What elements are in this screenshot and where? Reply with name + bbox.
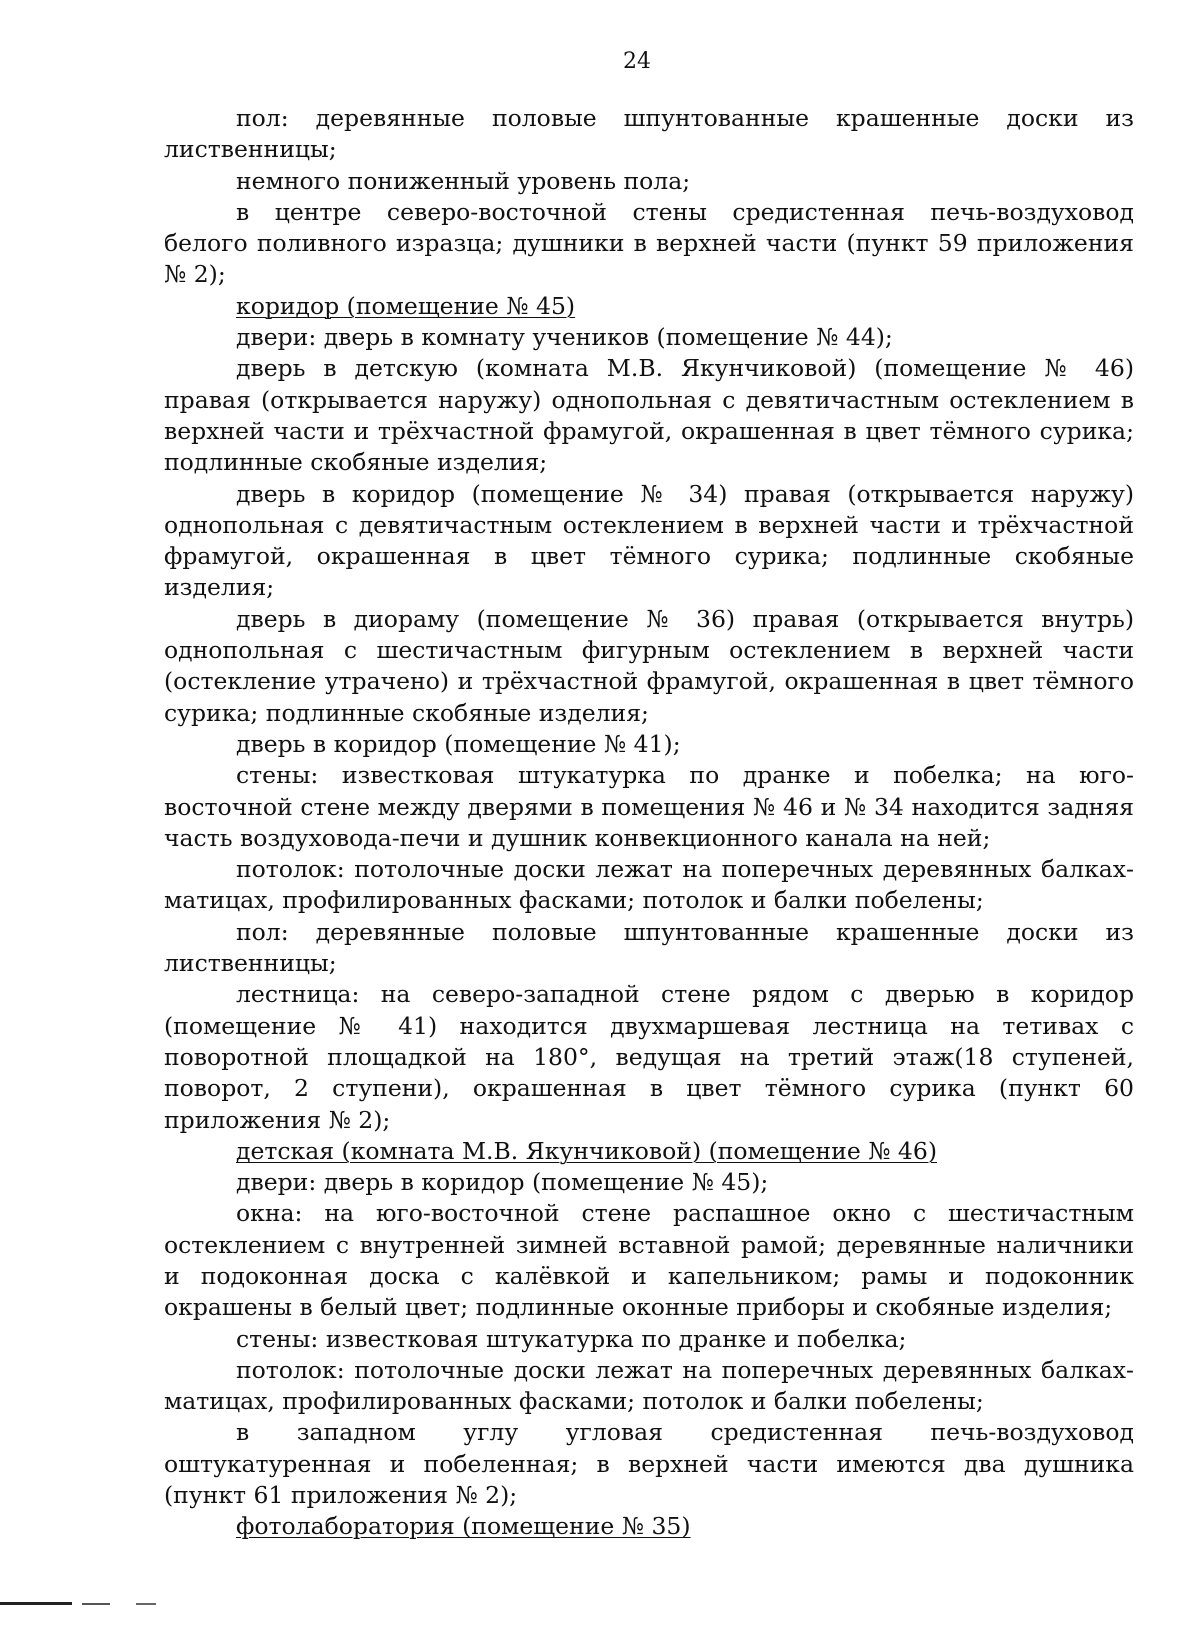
paragraph-doors: двери: дверь в комнату учеников (помещение № 44); bbox=[236, 323, 893, 352]
paragraph-ceiling: потолок: потолочные доски лежат на поперечных деревянных балках-матицах, профилированных фасками; потолок и балки побелены; bbox=[164, 855, 1134, 915]
page-number: 24 bbox=[623, 49, 651, 74]
paragraph-door-corridor-34: дверь в коридор (помещение № 34) правая (открывается наружу) однопольная с девятичастным остеклением в верхней части и трёхчастной фрамугой, окрашенная в цвет тёмного сурика; подлинные скобяные изделия; bbox=[164, 479, 1134, 602]
section-heading-corridor-45: коридор (помещение № 45) bbox=[236, 291, 576, 320]
paragraph-stove: в центре северо-восточной стены средистенная печь-воздуховод белого поливного изразца; душники в верхней части (пункт 59 приложения № 2); bbox=[164, 197, 1134, 289]
paragraph-staircase: лестница: на северо-западной стене рядом с дверью в коридор (помещение № 41) находится двухмаршевая лестница на тетивах с поворотной площадкой на 180°, ведущая на третий этаж(18 ступеней, поворот, 2 ступени), окрашенная в цвет тёмного сурика (пункт 60 приложения № 2); bbox=[164, 980, 1134, 1134]
scan-edge-mark bbox=[82, 1603, 110, 1605]
paragraph-floor-level: немного пониженный уровень пола; bbox=[236, 166, 691, 195]
paragraph-floor: пол: деревянные половые шпунтованные крашенные доски из лиственницы; bbox=[164, 104, 1134, 164]
paragraph-walls: стены: известковая штукатурка по дранке и побелка; на юго-восточной стене между дверями в помещения № 46 и № 34 находится задняя часть воздуховода-печи и душник конвекционного канала на ней; bbox=[164, 761, 1134, 852]
paragraph-corner-stove: в западном углу угловая средистенная печь-воздуховод оштукатуренная и побеленная; в верхней части имеются два душника (пункт 61 приложения № 2); bbox=[164, 1418, 1134, 1510]
paragraph-nursery-ceiling: потолок: потолочные доски лежат на поперечных деревянных балках-матицах, профилированных фасками; потолок и балки побелены; bbox=[164, 1355, 1134, 1416]
paragraph-windows: окна: на юго-восточной стене распашное окно с шестичастным остеклением с внутренней зимней вставной рамой; деревянные наличники и подоконная доска с калёвкой и капельником; рамы и подоконник окрашены в белый цвет; подлинные оконные приборы и скобяные изделия; bbox=[164, 1199, 1134, 1322]
section-heading-nursery-46: детская (комната М.В. Якунчиковой) (помещение № 46) bbox=[236, 1136, 937, 1165]
scan-edge-mark bbox=[0, 1602, 72, 1605]
paragraph-nursery-walls: стены: известковая штукатурка по дранке и побелка; bbox=[236, 1324, 907, 1353]
paragraph-door-nursery: дверь в детскую (комната М.В. Якунчиковой) (помещение № 46) правая (открывается наружу) однопольная с девятичастным остеклением в верхней части и трёхчастной фрамугой, окрашенная в цвет тёмного сурика; подлинные скобяные изделия; bbox=[164, 354, 1134, 477]
paragraph-door-corridor-41: дверь в коридор (помещение № 41); bbox=[236, 729, 681, 758]
paragraph-nursery-doors: двери: дверь в коридор (помещение № 45); bbox=[236, 1168, 769, 1197]
section-heading-photolab-35: фотолаборатория (помещение № 35) bbox=[236, 1512, 691, 1541]
paragraph-floor-2: пол: деревянные половые шпунтованные крашенные доски из лиственницы; bbox=[164, 917, 1134, 978]
scan-edge-mark bbox=[136, 1603, 156, 1605]
document-body bbox=[164, 103, 1134, 1543]
paragraph-door-diorama: дверь в диораму (помещение № 36) правая (открывается внутрь) однопольная с шестичастным фигурным остеклением в верхней части (остекление утрачено) и трёхчастной фрамугой, окрашенная в цвет тёмного сурика; подлинные скобяные изделия; bbox=[164, 604, 1134, 727]
